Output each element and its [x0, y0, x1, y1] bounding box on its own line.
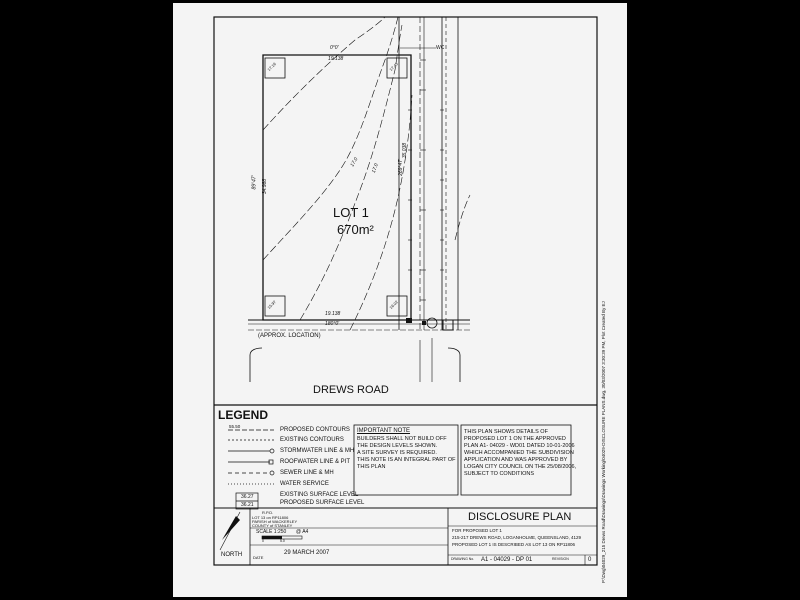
scale-label: SCALE 1:250 [256, 529, 287, 535]
bottom-bearing: 180°0' [325, 321, 340, 327]
plan-note-line-5: APPLICATION AND WAS APPROVED BY [464, 457, 568, 463]
rpd-line-4: COUNTY of STANLEY [252, 523, 293, 528]
revision-number: 0 [588, 557, 592, 563]
important-note-line-4: THIS NOTE IS AN INTEGRAL PART OF [357, 457, 456, 463]
legend-item-sewer: SEWER LINE & MH [280, 470, 334, 476]
plan-note-line-3: PLAN A1- 04029 - WD01 DATED 10-01-2006 [464, 443, 575, 449]
important-note-line-1: BUILDERS SHALL NOT BUILD OFF [357, 436, 447, 442]
legend-symbol-contour-value: 55.50 [229, 424, 241, 429]
rpd-line-3: PARISH of WACKERLEY [252, 519, 298, 524]
lot-area: 670m² [337, 222, 374, 237]
scale-tick-5: 5.0 [280, 539, 285, 543]
legend-item-stormwater: STORMWATER LINE & MH [280, 448, 355, 454]
important-note-line-5: THIS PLAN [357, 464, 386, 470]
plan-title: DISCLOSURE PLAN [468, 511, 572, 523]
corner-level-bl: 15.97 [266, 299, 277, 310]
drawing-number: A1 - 04029 - DP 01 [481, 557, 533, 563]
legend-level-proposed: 36.21 [241, 502, 254, 508]
important-note-line-3: A SITE SURVEY IS REQUIRED. [357, 450, 437, 456]
rpd-line-1: R.P.D. [262, 510, 274, 515]
legend-item-existing-level: EXISTING SURFACE LEVEL [280, 492, 359, 498]
plan-note-line-7: SUBJECT TO CONDITIONS [464, 471, 534, 477]
contour-label-1: 17.0 [349, 156, 360, 168]
plan-note-line-2: PROPOSED LOT 1 ON THE APPROVED [464, 436, 566, 442]
right-bearing: 269°47' [397, 159, 404, 176]
wc-label: WC [436, 45, 445, 51]
legend-item-water: WATER SERVICE [280, 481, 329, 487]
scale-tick-0: 0 [262, 539, 264, 543]
legend-item-roofwater: ROOFWATER LINE & PIT [280, 459, 351, 465]
for-line-2: 215-217 DREWS ROAD, LOGANHOLME, QUEENSLAND, 4129 [452, 535, 582, 540]
plan-date: 29 MARCH 2007 [284, 550, 330, 556]
left-length: 34.988 [262, 178, 269, 195]
important-note-line-2: THE DESIGN LEVELS SHOWN. [357, 443, 438, 449]
important-note-title: IMPORTANT NOTE [357, 428, 411, 434]
road-name: DREWS ROAD [313, 384, 389, 396]
legend-level-existing: 36.27 [241, 494, 254, 500]
north-label: NORTH [221, 552, 243, 558]
date-label: DATE [253, 555, 264, 560]
corner-level-tr: 17.45 [388, 61, 399, 72]
plan-note-line-1: THIS PLAN SHOWS DETAILS OF [464, 429, 548, 435]
right-length: 35.038 [402, 142, 409, 159]
legend-item-proposed-level: PROPOSED SURFACE LEVEL [280, 500, 365, 506]
top-bearing: 0°0' [330, 45, 339, 51]
file-path-text: P:\Dwg\04029_215 Drews Road\Drawings\Drawings Working\04029-DISCLOSURE PLANS.dwg, 30/03/2007 3:30:39 PM, Plot Created By EJ [601, 301, 606, 583]
plan-note-line-4: WHICH ACCOMPANIED THE SUBDIVISION [464, 450, 574, 456]
plan-note-line-6: LOGAN CITY COUNCIL ON THE 25/08/2006, [464, 464, 577, 470]
for-line-3: PROPOSED LOT 1 IS DESCRIBED AS LOT 13 ON RP11806 [452, 542, 576, 547]
legend-item-existing-contours: EXISTING CONTOURS [280, 437, 344, 443]
lot-name: LOT 1 [333, 205, 369, 220]
paper-size: @ A4 [296, 529, 309, 535]
corner-level-br: 16.02 [388, 299, 399, 310]
drawing-no-label: DRAWING No. [451, 557, 475, 561]
for-line-1: FOR PROPOSED LOT 1 [452, 528, 502, 533]
approx-location-note: (APPROX. LOCATION) [258, 333, 321, 339]
legend-title: LEGEND [218, 408, 269, 422]
corner-level-tl: 17.16 [266, 61, 277, 72]
top-length: 19.138 [328, 56, 344, 62]
left-bearing: 89°47' [251, 175, 258, 190]
bottom-length: 19.138 [325, 311, 341, 317]
revision-label: REVISION [552, 557, 569, 561]
contour-label-2: 17.0 [370, 162, 380, 174]
rpd-line-2: LOT 13 on RP11806 [252, 515, 289, 520]
legend-item-proposed-contours: PROPOSED CONTOURS [280, 427, 350, 433]
